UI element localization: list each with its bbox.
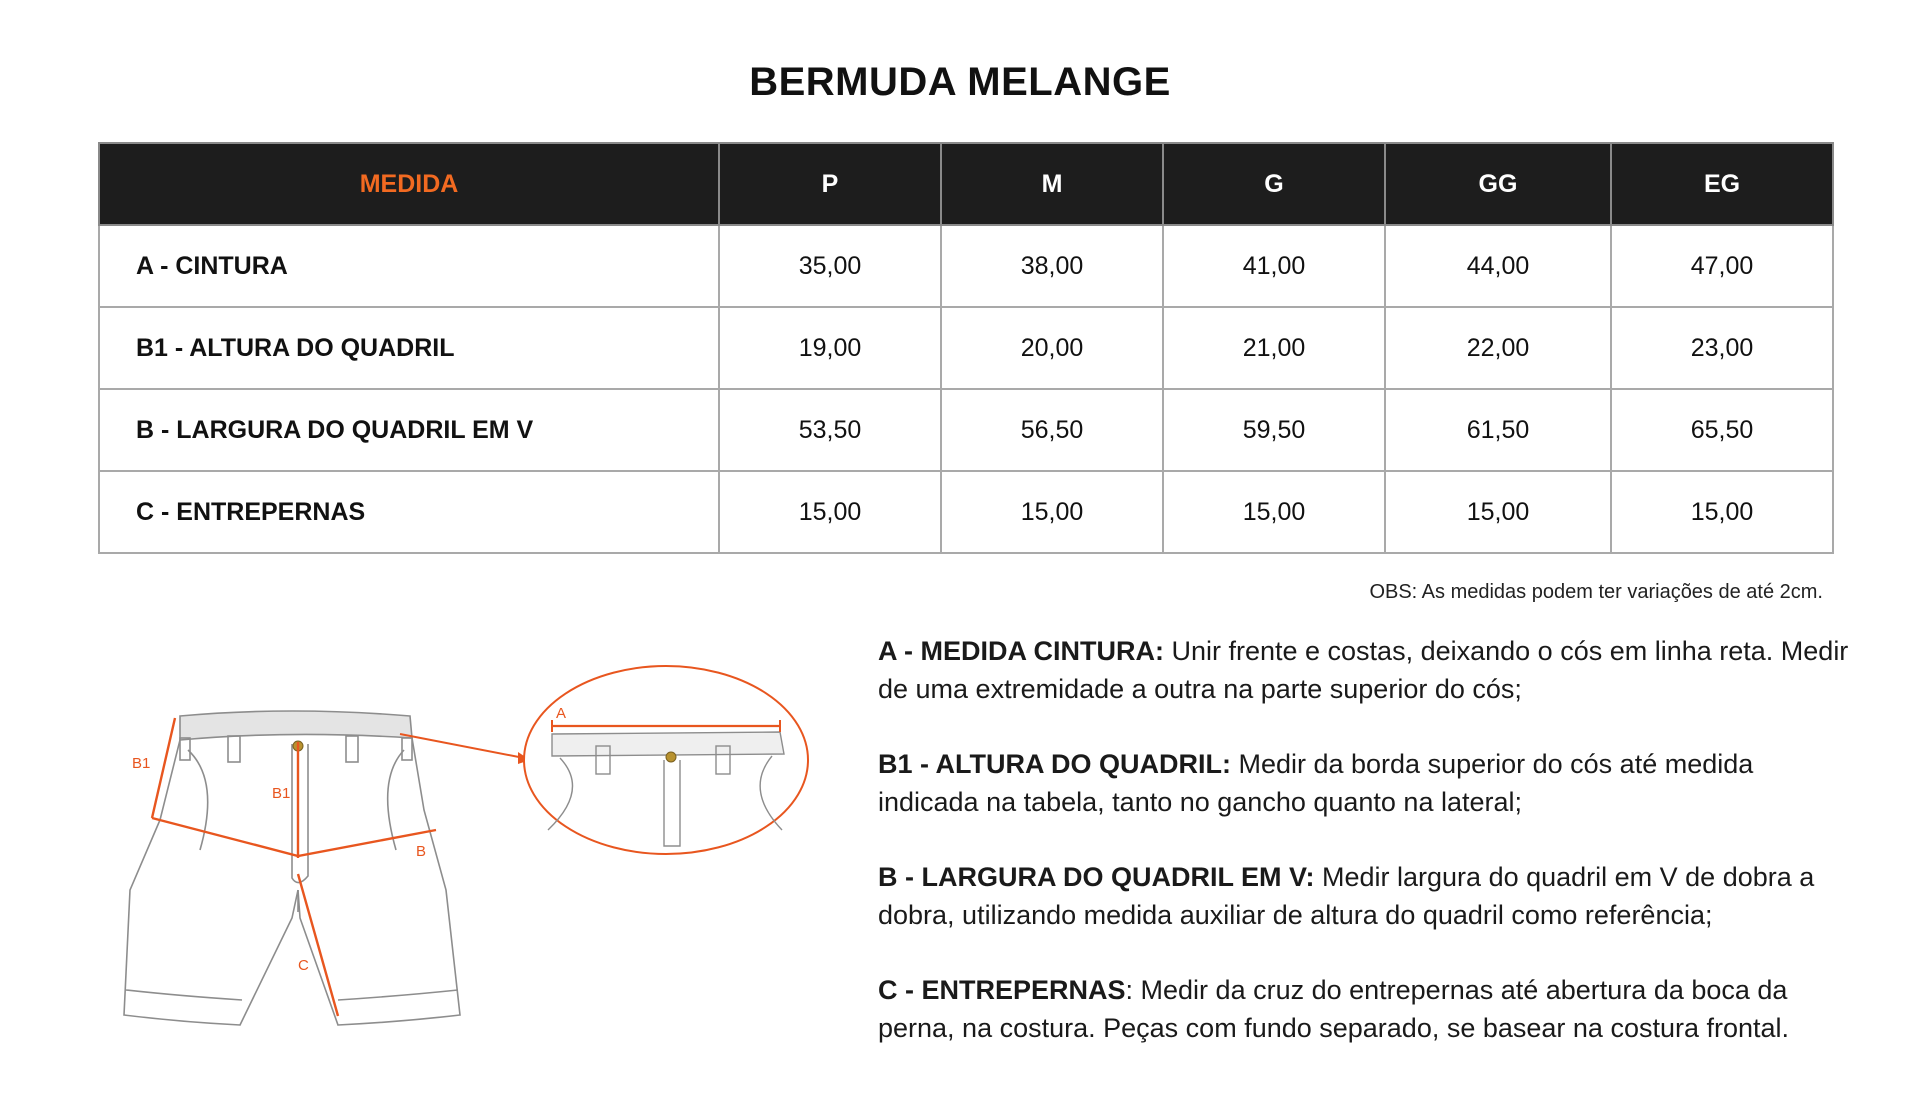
table-row [99, 307, 1833, 389]
shorts-measurement-diagram [120, 650, 820, 1050]
cell-value: 56,50 [941, 389, 1163, 471]
note-text: Unir frente e costas, deixando o cós em linha reta. Medir de uma extremidade a outra na parte superior do cós; [878, 636, 1849, 704]
zoom-button-icon [666, 752, 676, 762]
header-m: M [941, 143, 1163, 225]
cell-value: 47,00 [1611, 225, 1833, 307]
row-label: C - ENTREPERNAS [99, 471, 719, 553]
note-b [878, 858, 1858, 934]
table-row [99, 389, 1833, 471]
note-text: Medir largura do quadril em V de dobra a dobra, utilizando medida auxiliar de altura do quadril como referência; [878, 862, 1815, 930]
cell-value: 53,50 [719, 389, 941, 471]
cell-value: 15,00 [719, 471, 941, 553]
cell-value: 61,50 [1385, 389, 1611, 471]
table-header-row [99, 143, 1833, 225]
cell-value: 44,00 [1385, 225, 1611, 307]
header-medida: MEDIDA [99, 143, 719, 225]
row-label: A - CINTURA [99, 225, 719, 307]
note-text: Medir da borda superior do cós até medida indicada na tabela, tanto no gancho quanto na lateral; [878, 749, 1754, 817]
cell-value: 65,50 [1611, 389, 1833, 471]
page-title: BERMUDA MELANGE [749, 60, 1171, 104]
obs-note: OBS: As medidas podem ter variações de até 2cm. [1369, 581, 1823, 603]
table-row [99, 225, 1833, 307]
note-term: C - ENTREPERNAS [878, 975, 1126, 1005]
header-p: P [719, 143, 941, 225]
table-row [99, 471, 1833, 553]
note-term: A - MEDIDA CINTURA: [878, 636, 1164, 666]
cell-value: 35,00 [719, 225, 941, 307]
cell-value: 15,00 [1385, 471, 1611, 553]
header-gg: GG [1385, 143, 1611, 225]
cell-value: 41,00 [1163, 225, 1385, 307]
note-term: B1 - ALTURA DO QUADRIL: [878, 749, 1231, 779]
cell-value: 21,00 [1163, 307, 1385, 389]
measure-lines [152, 718, 436, 1016]
label-b1-center: B1 [272, 785, 291, 802]
note-c [878, 971, 1858, 1047]
header-eg: EG [1611, 143, 1833, 225]
note-term: B - LARGURA DO QUADRIL EM V: [878, 862, 1315, 892]
cell-value: 15,00 [941, 471, 1163, 553]
note-b1 [878, 745, 1858, 821]
note-a [878, 632, 1858, 708]
label-b1-left: B1 [132, 755, 151, 772]
shorts-outline [124, 711, 460, 1025]
note-text: : Medir da cruz do entrepernas até abertura da boca da perna, na costura. Peças com fundo separado, se basear na costura frontal. [878, 975, 1790, 1043]
row-label: B - LARGURA DO QUADRIL EM V [99, 389, 719, 471]
cell-value: 22,00 [1385, 307, 1611, 389]
cell-value: 38,00 [941, 225, 1163, 307]
cell-value: 19,00 [719, 307, 941, 389]
label-c: C [298, 957, 309, 974]
cell-value: 23,00 [1611, 307, 1833, 389]
label-a: A [556, 705, 567, 722]
cell-value: 15,00 [1163, 471, 1385, 553]
cell-value: 15,00 [1611, 471, 1833, 553]
header-g: G [1163, 143, 1385, 225]
zoom-ellipse [524, 666, 808, 854]
zoom-arrow [400, 734, 524, 758]
row-label: B1 - ALTURA DO QUADRIL [99, 307, 719, 389]
cell-value: 20,00 [941, 307, 1163, 389]
measurement-instructions [878, 632, 1858, 1084]
label-b: B [416, 843, 427, 860]
size-table [98, 142, 1834, 554]
cell-value: 59,50 [1163, 389, 1385, 471]
